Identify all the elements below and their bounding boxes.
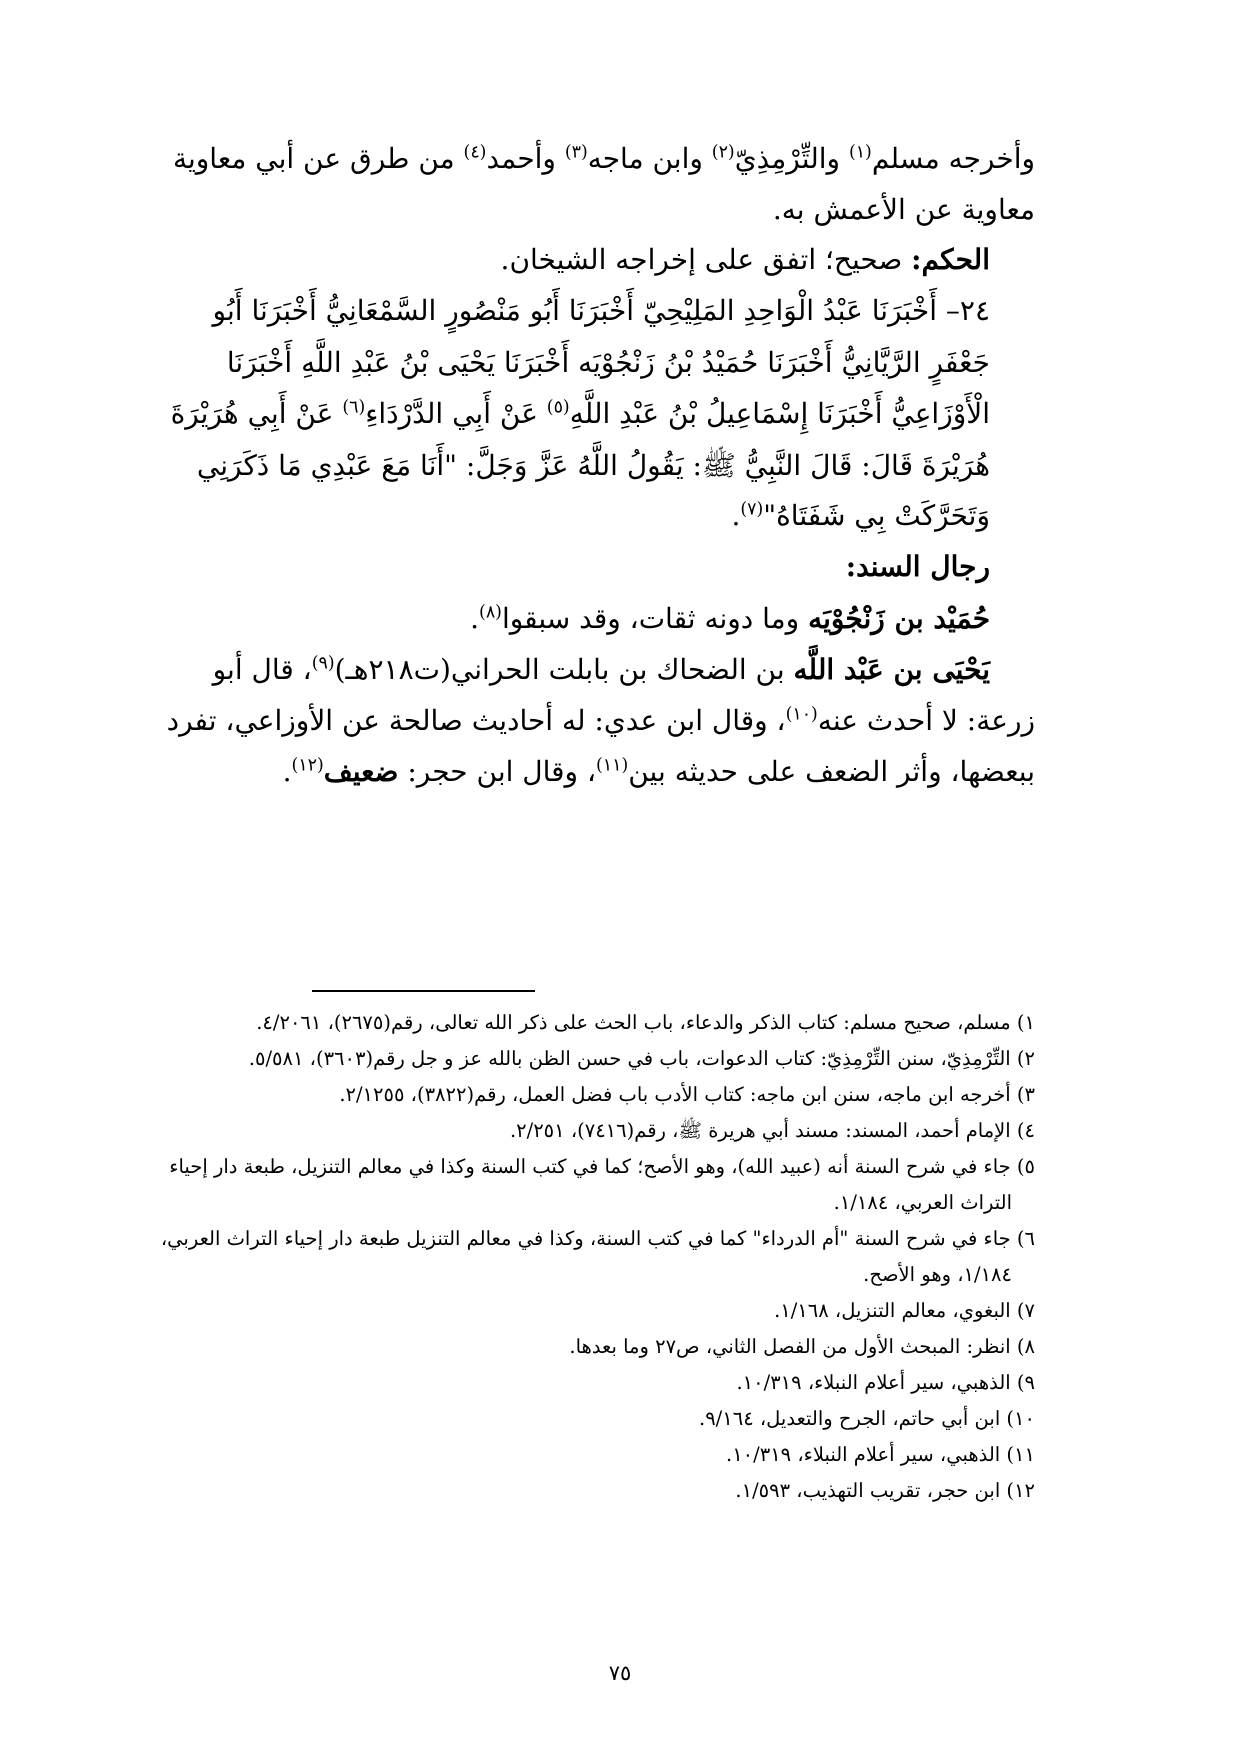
text: وما دونه ثقات، وقد سبقوا [501,602,809,635]
narrator-name: يَحْيَى بن عَبْد اللَّه [793,653,990,686]
footnote-ref[interactable]: (٩) [311,653,335,674]
footnote: ٧) البغوي، معالم التنزيل، ١/١٦٨. [774,1299,1035,1322]
footnote-continuation: ١/١٨٤، وهو الأصح. [863,1263,1012,1286]
text: وَتَحَرَّكَتْ بِي شَفَتَاهُ" [763,499,990,532]
footnote-ref[interactable]: (١٢) [291,755,324,776]
grade: ضعيف [323,755,399,788]
narrator-line [166,704,1035,737]
footnote-ref[interactable]: (١٠) [785,704,818,725]
footnote: ١١) الذهبي، سير أعلام النبلاء، ١٠/٣١٩. [726,1443,1035,1466]
footnote-ref[interactable]: (١١) [596,755,629,776]
footnote-ref[interactable]: (٤) [463,142,487,163]
hadith-line: هُرَيْرَةَ قَالَ: قَالَ النَّبِيُّ ﷺ: يَقُولُ اللَّهُ عَزَّ وَجَلَّ: "أَنَا مَعَ عَبْدِي مَا ذَكَرَنِي [196,449,990,482]
text: . [282,755,292,788]
hadith-line [731,499,990,532]
footnote: ١٠) ابن أبي حاتم، الجرح والتعديل، ٩/١٦٤. [699,1407,1035,1430]
narrator-name: حُمَيْد بن زَنْجُوْيَه [808,602,990,635]
footnote-continuation: التراث العربي، ١/١٨٤. [833,1191,1012,1214]
footnote: ٩) الذهبي، سير أعلام النبلاء، ١٠/٣١٩. [736,1371,1035,1394]
text: ، قال أبو [212,653,312,686]
ruling-label: الحكم: [911,243,990,276]
page-number: ٧٥ [608,1661,632,1685]
narrator-line [212,653,990,686]
text: عَنْ أَبِي الدَّرْدَاءِ [365,397,547,430]
body-line: معاوية عن الأعمش به. [772,193,1035,226]
text: وأخرجه مسلم [871,142,1035,175]
hadith-line [170,397,990,430]
footnote: ٣) أخرجه ابن ماجه، سنن ابن ماجه: كتاب الأدب باب فضل العمل، رقم(٣٨٢٢)، ٢/١٢٥٥. [339,1083,1035,1106]
ruling-text: صحيح؛ اتفق على إخراجه الشيخان. [500,243,912,276]
footnote: ١٢) ابن حجر، تقريب التهذيب، ١/٥٩٣. [735,1479,1035,1502]
text: . [731,499,741,532]
footnote-ref[interactable]: (١) [848,142,872,163]
text: وابن ماجه [587,142,712,175]
text: زرعة: لا أحدث عنه [817,704,1035,737]
narrator-line [470,602,990,635]
footnote-ref[interactable]: (٧) [740,499,764,520]
footnote: ٨) انظر: المبحث الأول من الفصل الثاني، ص٢٧ وما بعدها. [569,1335,1035,1358]
footnote-ref[interactable]: (٦) [342,397,366,418]
text: ، وقال ابن حجر: [398,755,597,788]
footnote-ref[interactable]: (٥) [546,397,570,418]
body-line [172,142,1035,175]
narrators-heading: رجال السند: [845,550,990,583]
footnote: ٥) جاء في شرح السنة أنه (عبيد الله)، وهو الأصح؛ كما في كتب السنة وكذا في معالم التنزيل، طبعة دار إحياء [169,1155,1035,1178]
narrator-line [282,755,1035,788]
footnote: ٤) الإمام أحمد، المسند: مسند أبي هريرة ﷺ، رقم(٧٤١٦)، ٢/٢٥١. [509,1119,1035,1142]
footnote: ٦) جاء في شرح السنة "أم الدرداء" كما في كتب السنة، وكذا في معالم التنزيل طبعة دار إحياء التراث العربي، [160,1227,1035,1250]
text: وأحمد [486,142,565,175]
footnote: ١) مسلم، صحيح مسلم: كتاب الذكر والدعاء، باب الحث على ذكر الله تعالى، رقم(٢٦٧٥)، ٤/٢٠٦١. [256,1011,1035,1034]
text: ، وقال ابن عدي: له أحاديث صالحة عن الأوزاعي، تفرد [166,704,786,737]
text: والتِّرْمِذِيّ [734,142,849,175]
text: . [470,602,480,635]
footnote: ٢) التِّرْمِذِيّ، سنن التِّرْمِذِيّ: كتاب الدعوات، باب في حسن الظن بالله عز و جل رقم(٣٦٠٣)، ٥/٥٨١. [248,1047,1035,1070]
hadith-line: ٢٤– أَخْبَرَنَا عَبْدُ الْوَاحِدِ المَلِيْحِيّ أَخْبَرَنَا أَبُو مَنْصُورٍ السَّمْعَانِيُّ أَخْبَرَنَا أَبُو [212,294,990,327]
ruling-line [500,243,990,276]
text: بن الضحاك بن بابلت الحراني(ت٢١٨هـ) [334,653,794,686]
text: من طرق عن أبي معاوية [172,142,464,175]
hadith-line: جَعْفَرٍ الرَّيَّانِيُّ أَخْبَرَنَا حُمَيْدُ بْنُ زَنْجُوْيَه أَخْبَرَنَا يَحْيَى بْنُ عَبْدِ اللَّهِ أَخْبَرَنَا [226,346,990,379]
text: ببعضها، وأثر الضعف على حديثه بين [628,755,1035,788]
text: الْأَوْزَاعِيُّ أَخْبَرَنَا إِسْمَاعِيلُ بْنُ عَبْدِ اللَّهِ [569,397,990,430]
text: عَنْ أَبِي هُرَيْرَةَ [170,397,343,430]
footnote-ref[interactable]: (٢) [711,142,735,163]
footnote-separator [312,990,535,992]
footnote-ref[interactable]: (٨) [479,602,502,623]
footnote-ref[interactable]: (٣) [564,142,588,163]
